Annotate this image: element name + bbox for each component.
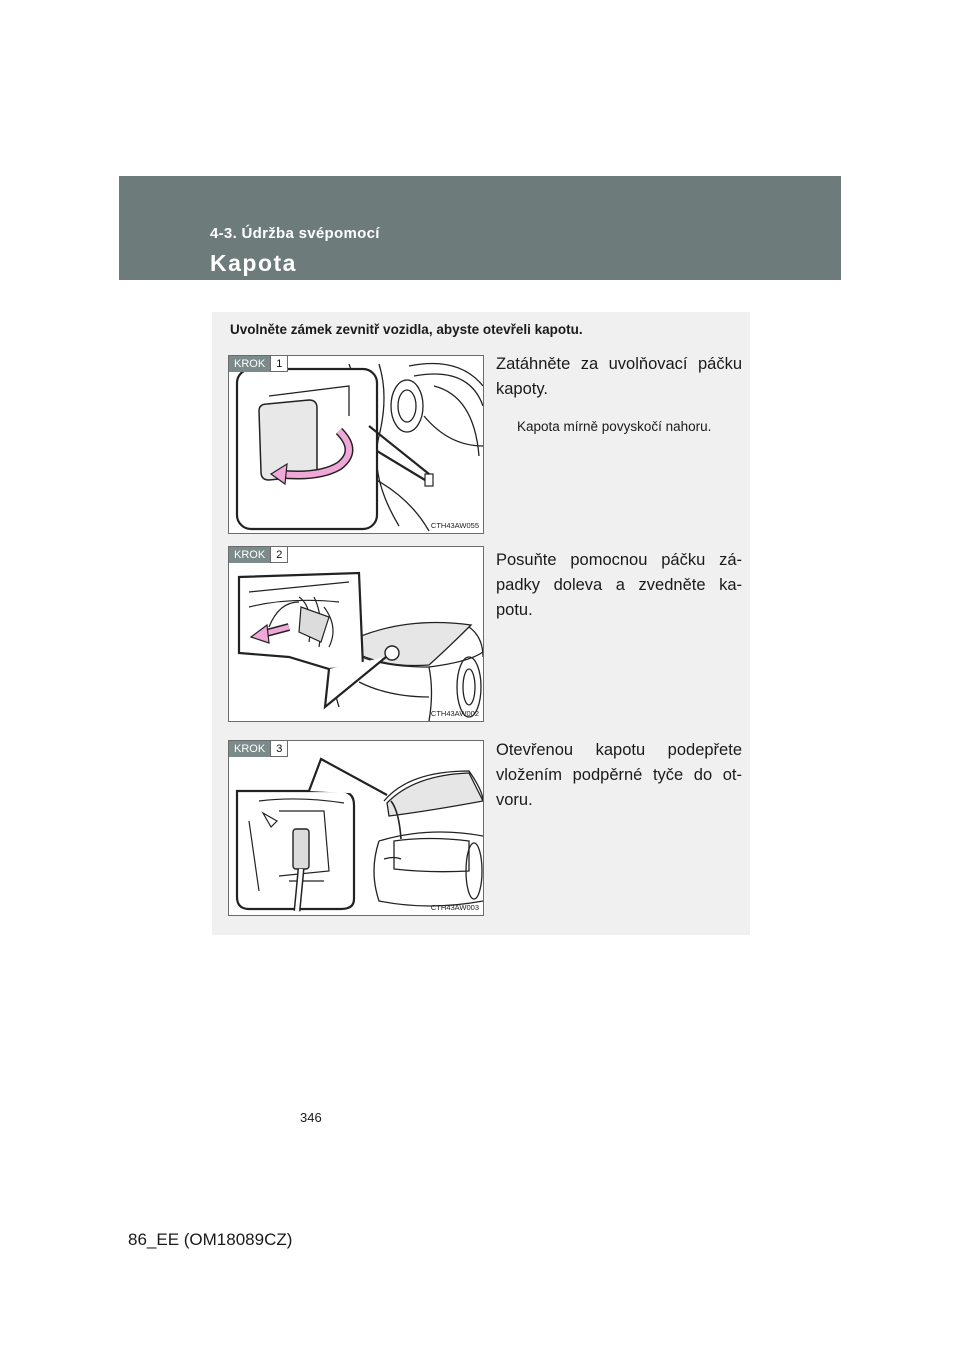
step-1-note: Kapota mírně povyskočí nahoru. [517, 419, 712, 434]
step-badge-label: KROK [229, 547, 270, 563]
step-badge-label: KROK [229, 356, 270, 372]
document-code: 86_EE (OM18089CZ) [128, 1230, 293, 1249]
intro-text: Uvolněte zámek zevnitř vozidla, abyste otevřeli kapotu. [230, 322, 583, 337]
step-badge [229, 741, 288, 757]
image-code: CTH43AW055 [430, 521, 479, 530]
page-title: Kapota [210, 250, 297, 276]
step-1-text: Zatáhněte za uvolňovací páčku kapoty. [496, 355, 742, 398]
step-badge [229, 547, 288, 563]
step-3-illustration [228, 740, 484, 916]
step-2-illustration [228, 546, 484, 722]
step-1-illustration [228, 355, 484, 534]
step-2-text: Posuňte pomocnou páčku zá- padky doleva a zvedněte ka- potu. [496, 551, 742, 619]
support-rod-illustration [229, 741, 483, 915]
step-badge-label: KROK [229, 741, 270, 757]
image-code: CTH43AW002 [430, 709, 479, 718]
step-3-text: Otevřenou kapotu podepřete vložením podpěrné tyče do ot- voru. [496, 741, 742, 809]
step-badge-number: 2 [270, 547, 288, 563]
page-number: 346 [300, 1110, 322, 1125]
image-code: CTH43AW003 [430, 903, 479, 912]
section-title: 4-3. Údržba svépomocí [210, 225, 380, 242]
instruction-panel [212, 312, 750, 935]
step-badge-number: 3 [270, 741, 288, 757]
step-badge [229, 356, 288, 372]
section-header [119, 176, 841, 280]
step-badge-number: 1 [270, 356, 288, 372]
auxiliary-latch-illustration [229, 547, 483, 721]
hood-release-lever-illustration [229, 356, 483, 533]
